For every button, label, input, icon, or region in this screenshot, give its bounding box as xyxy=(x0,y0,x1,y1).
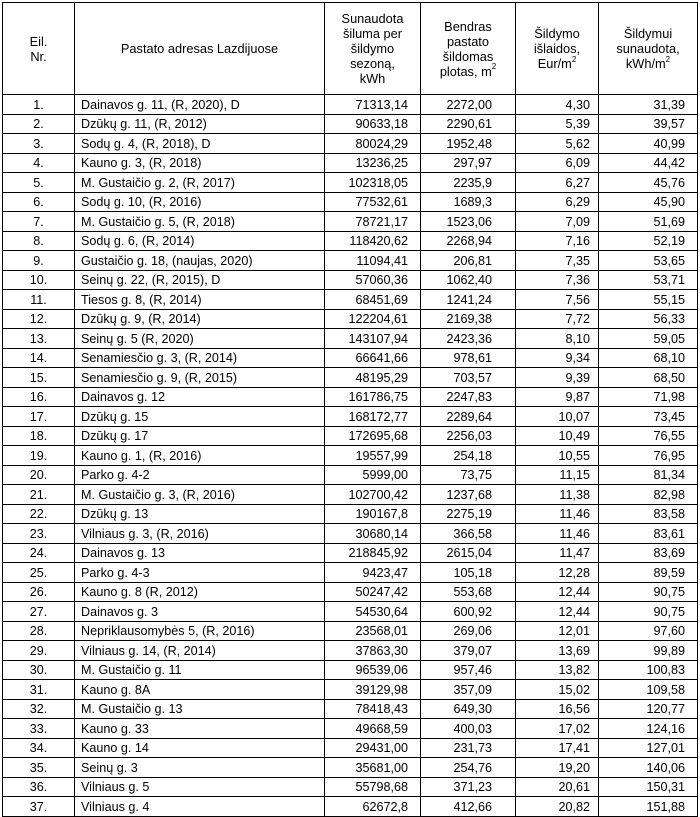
cell-perm2: 90,75 xyxy=(599,582,698,602)
cell-heat: 102318,05 xyxy=(325,173,421,193)
cell-area: 231,73 xyxy=(421,738,516,758)
cell-area: 371,23 xyxy=(421,777,516,797)
header-perm2: Šildymui sunaudota, kWh/$m^2$ xyxy=(599,3,698,95)
cell-cost: 8,10 xyxy=(516,329,599,349)
cell-area: 2275,19 xyxy=(421,504,516,524)
cell-area: 269,06 xyxy=(421,621,516,641)
cell-heat: 102700,42 xyxy=(325,485,421,505)
cell-area: 1062,40 xyxy=(421,270,516,290)
cell-cost: 13,69 xyxy=(516,641,599,661)
cell-address: Gustaičio g. 18, (naujas, 2020) xyxy=(75,251,325,271)
cell-perm2: 76,55 xyxy=(599,426,698,446)
cell-address: Dzūkų g. 15 xyxy=(75,407,325,427)
cell-nr: 3. xyxy=(3,134,75,154)
cell-cost: 5,39 xyxy=(516,114,599,134)
cell-perm2: 31,39 xyxy=(599,95,698,115)
table-row xyxy=(3,641,698,661)
cell-nr: 27. xyxy=(3,602,75,622)
cell-cost: 6,09 xyxy=(516,153,599,173)
cell-perm2: 81,34 xyxy=(599,465,698,485)
cell-address: Dzūkų g. 9, (R, 2014) xyxy=(75,309,325,329)
table-row xyxy=(3,719,698,739)
cell-perm2: 124,16 xyxy=(599,719,698,739)
cell-cost: 7,09 xyxy=(516,212,599,232)
cell-perm2: 73,45 xyxy=(599,407,698,427)
cell-perm2: 99,89 xyxy=(599,641,698,661)
cell-cost: 19,20 xyxy=(516,758,599,778)
cell-perm2: 82,98 xyxy=(599,485,698,505)
cell-cost: 7,72 xyxy=(516,309,599,329)
cell-cost: 20,82 xyxy=(516,797,599,817)
cell-perm2: 59,05 xyxy=(599,329,698,349)
cell-cost: 10,07 xyxy=(516,407,599,427)
cell-nr: 24. xyxy=(3,543,75,563)
cell-address: Kauno g. 8A xyxy=(75,680,325,700)
cell-area: 400,03 xyxy=(421,719,516,739)
table-row xyxy=(3,387,698,407)
cell-heat: 143107,94 xyxy=(325,329,421,349)
cell-area: 2423,36 xyxy=(421,329,516,349)
cell-area: 703,57 xyxy=(421,368,516,388)
table-row xyxy=(3,231,698,251)
table-row xyxy=(3,153,698,173)
cell-cost: 11,46 xyxy=(516,524,599,544)
cell-cost: 12,01 xyxy=(516,621,599,641)
cell-heat: 90633,18 xyxy=(325,114,421,134)
cell-perm2: 45,76 xyxy=(599,173,698,193)
header-row xyxy=(3,3,698,95)
cell-address: Dainavos g. 13 xyxy=(75,543,325,563)
cell-perm2: 89,59 xyxy=(599,563,698,583)
cell-address: Dainavos g. 12 xyxy=(75,387,325,407)
cell-address: Dainavos g. 3 xyxy=(75,602,325,622)
table-row xyxy=(3,797,698,817)
cell-address: Dzūkų g. 17 xyxy=(75,426,325,446)
cell-cost: 12,44 xyxy=(516,602,599,622)
cell-nr: 25. xyxy=(3,563,75,583)
table-row xyxy=(3,524,698,544)
cell-perm2: 127,01 xyxy=(599,738,698,758)
cell-nr: 28. xyxy=(3,621,75,641)
cell-heat: 96539,06 xyxy=(325,660,421,680)
document-page xyxy=(2,2,697,817)
cell-address: M. Gustaičio g. 5, (R, 2018) xyxy=(75,212,325,232)
table-body xyxy=(3,95,698,817)
cell-heat: 68451,69 xyxy=(325,290,421,310)
cell-address: M. Gustaičio g. 3, (R, 2016) xyxy=(75,485,325,505)
cell-address: Vilniaus g. 5 xyxy=(75,777,325,797)
cell-area: 2247,83 xyxy=(421,387,516,407)
cell-heat: 29431,00 xyxy=(325,738,421,758)
cell-heat: 78418,43 xyxy=(325,699,421,719)
table-row xyxy=(3,329,698,349)
cell-cost: 7,35 xyxy=(516,251,599,271)
cell-nr: 35. xyxy=(3,758,75,778)
cell-nr: 8. xyxy=(3,231,75,251)
cell-nr: 33. xyxy=(3,719,75,739)
cell-area: 366,58 xyxy=(421,524,516,544)
table-row xyxy=(3,777,698,797)
cell-area: 957,46 xyxy=(421,660,516,680)
table-row xyxy=(3,407,698,427)
cell-perm2: 53,65 xyxy=(599,251,698,271)
cell-address: M. Gustaičio g. 13 xyxy=(75,699,325,719)
cell-nr: 17. xyxy=(3,407,75,427)
cell-address: Tiesos g. 8, (R, 2014) xyxy=(75,290,325,310)
table-row xyxy=(3,95,698,115)
cell-address: Vilniaus g. 4 xyxy=(75,797,325,817)
cell-nr: 6. xyxy=(3,192,75,212)
cell-nr: 23. xyxy=(3,524,75,544)
header-nr: Eil. Nr. xyxy=(3,3,75,95)
cell-heat: 62672,8 xyxy=(325,797,421,817)
table-row xyxy=(3,348,698,368)
cell-address: Dainavos g. 11, (R, 2020), D xyxy=(75,95,325,115)
cell-cost: 9,39 xyxy=(516,368,599,388)
table-row xyxy=(3,621,698,641)
cell-perm2: 44,42 xyxy=(599,153,698,173)
cell-area: 1523,06 xyxy=(421,212,516,232)
table-row xyxy=(3,660,698,680)
cell-cost: 4,30 xyxy=(516,95,599,115)
table-row xyxy=(3,251,698,271)
cell-area: 206,81 xyxy=(421,251,516,271)
cell-area: 412,66 xyxy=(421,797,516,817)
cell-address: Sodų g. 4, (R, 2018), D xyxy=(75,134,325,154)
cell-area: 2272,00 xyxy=(421,95,516,115)
table-row xyxy=(3,134,698,154)
cell-address: Vilniaus g. 3, (R, 2016) xyxy=(75,524,325,544)
cell-heat: 168172,77 xyxy=(325,407,421,427)
cell-perm2: 120,77 xyxy=(599,699,698,719)
table-row xyxy=(3,114,698,134)
cell-perm2: 40,99 xyxy=(599,134,698,154)
cell-heat: 80024,29 xyxy=(325,134,421,154)
cell-area: 1241,24 xyxy=(421,290,516,310)
cell-cost: 17,41 xyxy=(516,738,599,758)
cell-address: M. Gustaičio g. 2, (R, 2017) xyxy=(75,173,325,193)
cell-nr: 5. xyxy=(3,173,75,193)
cell-heat: 54530,64 xyxy=(325,602,421,622)
cell-address: Kauno g. 14 xyxy=(75,738,325,758)
cell-perm2: 140,06 xyxy=(599,758,698,778)
cell-area: 297,97 xyxy=(421,153,516,173)
cell-address: Senamiesčio g. 3, (R, 2014) xyxy=(75,348,325,368)
cell-cost: 10,55 xyxy=(516,446,599,466)
cell-nr: 22. xyxy=(3,504,75,524)
cell-address: M. Gustaičio g. 11 xyxy=(75,660,325,680)
cell-address: Sodų g. 6, (R, 2014) xyxy=(75,231,325,251)
cell-perm2: 51,69 xyxy=(599,212,698,232)
cell-perm2: 100,83 xyxy=(599,660,698,680)
cell-address: Vilniaus g. 14, (R, 2014) xyxy=(75,641,325,661)
cell-heat: 218845,92 xyxy=(325,543,421,563)
cell-area: 2256,03 xyxy=(421,426,516,446)
table-row xyxy=(3,504,698,524)
cell-heat: 190167,8 xyxy=(325,504,421,524)
cell-address: Seinų g. 5 (R, 2020) xyxy=(75,329,325,349)
cell-perm2: 83,69 xyxy=(599,543,698,563)
cell-area: 2290,61 xyxy=(421,114,516,134)
cell-cost: 9,87 xyxy=(516,387,599,407)
cell-nr: 29. xyxy=(3,641,75,661)
cell-cost: 20,61 xyxy=(516,777,599,797)
cell-perm2: 68,50 xyxy=(599,368,698,388)
cell-area: 2615,04 xyxy=(421,543,516,563)
cell-heat: 13236,25 xyxy=(325,153,421,173)
cell-address: Kauno g. 33 xyxy=(75,719,325,739)
cell-perm2: 53,71 xyxy=(599,270,698,290)
cell-heat: 19557,99 xyxy=(325,446,421,466)
cell-perm2: 71,98 xyxy=(599,387,698,407)
cell-address: Dzūkų g. 11, (R, 2012) xyxy=(75,114,325,134)
cell-heat: 66641,66 xyxy=(325,348,421,368)
cell-cost: 11,47 xyxy=(516,543,599,563)
table-row xyxy=(3,563,698,583)
cell-address: Kauno g. 1, (R, 2016) xyxy=(75,446,325,466)
cell-area: 254,18 xyxy=(421,446,516,466)
table-row xyxy=(3,602,698,622)
header-address: Pastato adresas Lazdijuose xyxy=(75,3,325,95)
cell-address: Parko g. 4-3 xyxy=(75,563,325,583)
table-row xyxy=(3,699,698,719)
cell-nr: 10. xyxy=(3,270,75,290)
cell-perm2: 55,15 xyxy=(599,290,698,310)
cell-heat: 11094,41 xyxy=(325,251,421,271)
cell-area: 553,68 xyxy=(421,582,516,602)
cell-nr: 32. xyxy=(3,699,75,719)
cell-area: 978,61 xyxy=(421,348,516,368)
cell-nr: 4. xyxy=(3,153,75,173)
cell-cost: 9,34 xyxy=(516,348,599,368)
table-row xyxy=(3,543,698,563)
table-row xyxy=(3,426,698,446)
cell-heat: 172695,68 xyxy=(325,426,421,446)
cell-heat: 55798,68 xyxy=(325,777,421,797)
cell-cost: 6,29 xyxy=(516,192,599,212)
cell-perm2: 83,58 xyxy=(599,504,698,524)
cell-area: 2235,9 xyxy=(421,173,516,193)
cell-heat: 30680,14 xyxy=(325,524,421,544)
cell-nr: 30. xyxy=(3,660,75,680)
header-cost: Šildymo išlaidos, Eur/$m^2$ xyxy=(516,3,599,95)
cell-heat: 23568,01 xyxy=(325,621,421,641)
cell-area: 105,18 xyxy=(421,563,516,583)
cell-address: Parko g. 4-2 xyxy=(75,465,325,485)
cell-nr: 14. xyxy=(3,348,75,368)
table-row xyxy=(3,485,698,505)
cell-cost: 17,02 xyxy=(516,719,599,739)
cell-nr: 26. xyxy=(3,582,75,602)
cell-heat: 161786,75 xyxy=(325,387,421,407)
cell-address: Sodų g. 10, (R, 2016) xyxy=(75,192,325,212)
table-row xyxy=(3,446,698,466)
table-row xyxy=(3,738,698,758)
cell-perm2: 90,75 xyxy=(599,602,698,622)
cell-nr: 2. xyxy=(3,114,75,134)
table-row xyxy=(3,465,698,485)
cell-nr: 20. xyxy=(3,465,75,485)
cell-perm2: 39,57 xyxy=(599,114,698,134)
cell-cost: 7,16 xyxy=(516,231,599,251)
cell-nr: 36. xyxy=(3,777,75,797)
cell-address: Dzūkų g. 13 xyxy=(75,504,325,524)
cell-area: 254,76 xyxy=(421,758,516,778)
cell-area: 2169,38 xyxy=(421,309,516,329)
cell-heat: 71313,14 xyxy=(325,95,421,115)
cell-area: 1689,3 xyxy=(421,192,516,212)
cell-area: 1237,68 xyxy=(421,485,516,505)
cell-heat: 48195,29 xyxy=(325,368,421,388)
cell-nr: 31. xyxy=(3,680,75,700)
cell-perm2: 150,31 xyxy=(599,777,698,797)
cell-nr: 9. xyxy=(3,251,75,271)
cell-area: 649,30 xyxy=(421,699,516,719)
cell-perm2: 109,58 xyxy=(599,680,698,700)
cell-nr: 12. xyxy=(3,309,75,329)
cell-perm2: 56,33 xyxy=(599,309,698,329)
cell-address: Senamiesčio g. 9, (R, 2015) xyxy=(75,368,325,388)
cell-nr: 7. xyxy=(3,212,75,232)
cell-address: Kauno g. 8 (R, 2012) xyxy=(75,582,325,602)
cell-perm2: 151,88 xyxy=(599,797,698,817)
cell-cost: 5,62 xyxy=(516,134,599,154)
cell-nr: 19. xyxy=(3,446,75,466)
table-row xyxy=(3,680,698,700)
cell-heat: 9423,47 xyxy=(325,563,421,583)
cell-cost: 7,36 xyxy=(516,270,599,290)
cell-address: Kauno g. 3, (R, 2018) xyxy=(75,153,325,173)
table-row xyxy=(3,582,698,602)
table-row xyxy=(3,368,698,388)
cell-heat: 49668,59 xyxy=(325,719,421,739)
table-row xyxy=(3,173,698,193)
header-heat: Sunaudota šiluma per šildymo sezoną, kWh xyxy=(325,3,421,95)
cell-heat: 35681,00 xyxy=(325,758,421,778)
cell-cost: 13,82 xyxy=(516,660,599,680)
cell-nr: 37. xyxy=(3,797,75,817)
cell-heat: 118420,62 xyxy=(325,231,421,251)
cell-cost: 6,27 xyxy=(516,173,599,193)
table-row xyxy=(3,270,698,290)
cell-area: 73,75 xyxy=(421,465,516,485)
cell-cost: 11,46 xyxy=(516,504,599,524)
cell-cost: 15,02 xyxy=(516,680,599,700)
cell-heat: 122204,61 xyxy=(325,309,421,329)
cell-area: 357,09 xyxy=(421,680,516,700)
cell-nr: 21. xyxy=(3,485,75,505)
cell-heat: 5999,00 xyxy=(325,465,421,485)
cell-address: Seinų g. 3 xyxy=(75,758,325,778)
cell-perm2: 83,61 xyxy=(599,524,698,544)
cell-perm2: 97,60 xyxy=(599,621,698,641)
cell-nr: 13. xyxy=(3,329,75,349)
cell-heat: 50247,42 xyxy=(325,582,421,602)
cell-cost: 10,49 xyxy=(516,426,599,446)
cell-cost: 11,38 xyxy=(516,485,599,505)
cell-heat: 77532,61 xyxy=(325,192,421,212)
table-row xyxy=(3,309,698,329)
cell-area: 1952,48 xyxy=(421,134,516,154)
cell-area: 600,92 xyxy=(421,602,516,622)
cell-cost: 11,15 xyxy=(516,465,599,485)
cell-address: Seinų g. 22, (R, 2015), D xyxy=(75,270,325,290)
table-row xyxy=(3,212,698,232)
header-area: Bendras pastato šildomas plotas, $m^2$ xyxy=(421,3,516,95)
table-row xyxy=(3,192,698,212)
cell-cost: 16,56 xyxy=(516,699,599,719)
cell-perm2: 52,19 xyxy=(599,231,698,251)
cell-nr: 1. xyxy=(3,95,75,115)
cell-area: 379,07 xyxy=(421,641,516,661)
cell-heat: 78721,17 xyxy=(325,212,421,232)
cell-nr: 15. xyxy=(3,368,75,388)
cell-area: 2289,64 xyxy=(421,407,516,427)
heating-table xyxy=(2,2,698,817)
cell-heat: 57060,36 xyxy=(325,270,421,290)
cell-cost: 7,56 xyxy=(516,290,599,310)
cell-cost: 12,28 xyxy=(516,563,599,583)
cell-address: Nepriklausomybės 5, (R, 2016) xyxy=(75,621,325,641)
cell-nr: 18. xyxy=(3,426,75,446)
cell-heat: 39129,98 xyxy=(325,680,421,700)
cell-nr: 34. xyxy=(3,738,75,758)
cell-heat: 37863,30 xyxy=(325,641,421,661)
cell-perm2: 45,90 xyxy=(599,192,698,212)
cell-area: 2268,94 xyxy=(421,231,516,251)
cell-nr: 16. xyxy=(3,387,75,407)
cell-nr: 11. xyxy=(3,290,75,310)
cell-cost: 12,44 xyxy=(516,582,599,602)
table-row xyxy=(3,758,698,778)
cell-perm2: 68,10 xyxy=(599,348,698,368)
cell-perm2: 76,95 xyxy=(599,446,698,466)
table-row xyxy=(3,290,698,310)
